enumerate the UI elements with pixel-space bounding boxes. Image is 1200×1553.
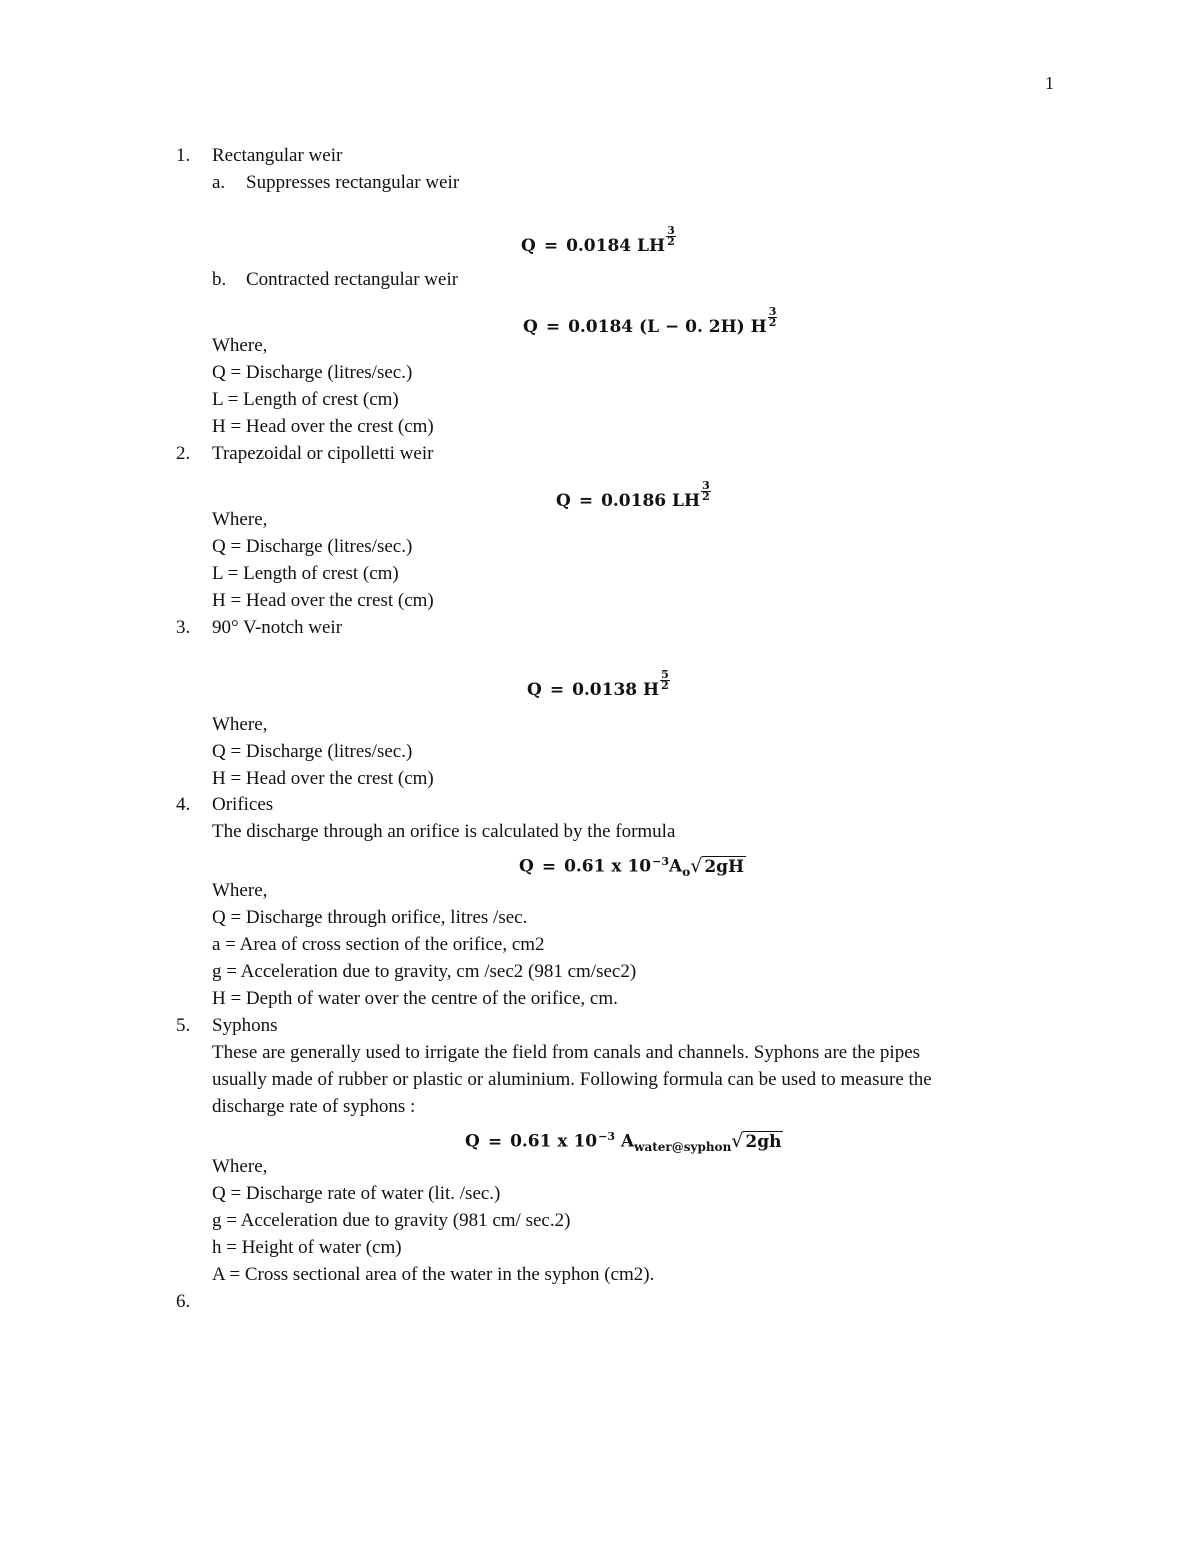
definition: H = Depth of water over the centre of the orifice, cm.	[212, 988, 618, 1009]
definition: a = Area of cross section of the orifice, cm2	[212, 934, 545, 955]
eq-lhs: Q	[519, 856, 534, 877]
equation-vnotch-weir	[527, 670, 670, 702]
exp-denominator: 2	[667, 235, 675, 248]
definition: H = Head over the crest (cm)	[212, 416, 434, 437]
definition: h = Height of water (cm)	[212, 1237, 402, 1258]
exp-denominator: 2	[702, 490, 710, 503]
definition: g = Acceleration due to gravity, cm /sec2 (981 cm/sec2)	[212, 961, 637, 982]
where-label: Where,	[212, 880, 268, 901]
eq-area: A	[668, 856, 683, 877]
definition: Q = Discharge (litres/sec.)	[212, 536, 413, 557]
section-number: 6.	[176, 1291, 191, 1312]
exp-numerator: 3	[702, 479, 710, 492]
subsection-letter: a.	[212, 172, 226, 193]
intro-text: The discharge through an orifice is calculated by the formula	[212, 821, 676, 842]
where-label: Where,	[212, 714, 268, 735]
eq-power: −3	[652, 855, 669, 868]
exp-numerator: 3	[667, 224, 675, 237]
subsection-title: Contracted rectangular weir	[246, 269, 459, 290]
where-label: Where,	[212, 335, 268, 356]
definition: L = Length of crest (cm)	[212, 389, 399, 410]
section-number: 5.	[176, 1015, 191, 1036]
exp-denominator: 2	[768, 316, 777, 329]
eq-coef: 0.0184 LH	[566, 236, 666, 257]
definition: A = Cross sectional area of the water in the syphon (cm2).	[212, 1264, 655, 1285]
definition: g = Acceleration due to gravity (981 cm/ sec.2)	[212, 1210, 571, 1231]
subsection-title: Suppresses rectangular weir	[246, 172, 460, 193]
section-number: 2.	[176, 443, 191, 464]
section-number: 4.	[176, 794, 191, 815]
where-label: Where,	[212, 1156, 268, 1177]
definition: H = Head over the crest (cm)	[212, 768, 434, 789]
eq-exponent	[768, 307, 778, 328]
where-label: Where,	[212, 509, 268, 530]
paragraph-line: discharge rate of syphons :	[212, 1096, 416, 1117]
section-title: Orifices	[212, 794, 274, 815]
eq-coef: 0.61 x 10	[564, 856, 652, 877]
eq-lhs: Q	[556, 491, 571, 512]
eq-equals: =	[541, 856, 557, 877]
section-number: 1.	[176, 145, 191, 166]
section-number: 3.	[176, 617, 191, 638]
definition: Q = Discharge (litres/sec.)	[212, 362, 413, 383]
definition: Q = Discharge through orifice, litres /sec.	[212, 907, 528, 928]
eq-exponent	[666, 226, 676, 247]
section-title: Trapezoidal or cipolletti weir	[212, 443, 434, 464]
eq-equals: =	[543, 236, 559, 257]
eq-lhs: Q	[521, 236, 536, 257]
definition: L = Length of crest (cm)	[212, 563, 399, 584]
eq-power: −3	[598, 1130, 615, 1143]
eq-exponent	[660, 670, 670, 691]
subsection-letter: b.	[212, 269, 227, 290]
section-title: 90° V-notch weir	[212, 617, 343, 638]
eq-coef: 0.0186 LH	[601, 491, 701, 512]
eq-equals: =	[549, 680, 565, 701]
eq-area-subscript: o	[682, 864, 691, 879]
sqrt-symbol: √ 2gh	[731, 1129, 782, 1152]
exp-numerator: 3	[768, 305, 777, 318]
equation-suppressed-weir	[521, 226, 676, 258]
page-number: 1	[1045, 73, 1054, 93]
eq-lhs: Q	[523, 317, 538, 338]
paragraph-line: These are generally used to irrigate the field from canals and channels. Syphons are the pipes	[212, 1042, 921, 1063]
eq-area-subscript: water@syphon	[634, 1139, 732, 1154]
equation-syphon	[465, 1125, 783, 1159]
eq-lhs: Q	[527, 680, 542, 701]
eq-equals: =	[545, 317, 561, 338]
eq-radicand: 2gh	[745, 1131, 782, 1152]
sqrt-symbol: √ 2gH	[690, 854, 745, 877]
eq-coef: 0.61 x 10	[510, 1131, 598, 1152]
equation-contracted-weir	[523, 307, 777, 339]
eq-lhs: Q	[465, 1131, 480, 1152]
eq-coef: 0.0138 H	[572, 680, 660, 701]
equation-trapezoidal-weir	[556, 481, 711, 513]
eq-equals: =	[578, 491, 594, 512]
eq-area: A	[620, 1131, 635, 1152]
section-title: Rectangular weir	[212, 145, 343, 166]
definition: H = Head over the crest (cm)	[212, 590, 434, 611]
exp-numerator: 5	[661, 668, 669, 681]
paragraph-line: usually made of rubber or plastic or aluminium. Following formula can be used to measure the	[212, 1069, 932, 1090]
section-title: Syphons	[212, 1015, 278, 1036]
definition: Q = Discharge (litres/sec.)	[212, 741, 413, 762]
equation-orifice	[519, 850, 746, 884]
eq-radicand: 2gH	[704, 856, 745, 877]
definition: Q = Discharge rate of water (lit. /sec.)	[212, 1183, 501, 1204]
eq-equals: =	[487, 1131, 503, 1152]
eq-exponent	[701, 481, 711, 502]
eq-coef: 0.0184 (L − 0. 2H) H	[568, 317, 767, 338]
exp-denominator: 2	[661, 679, 669, 692]
